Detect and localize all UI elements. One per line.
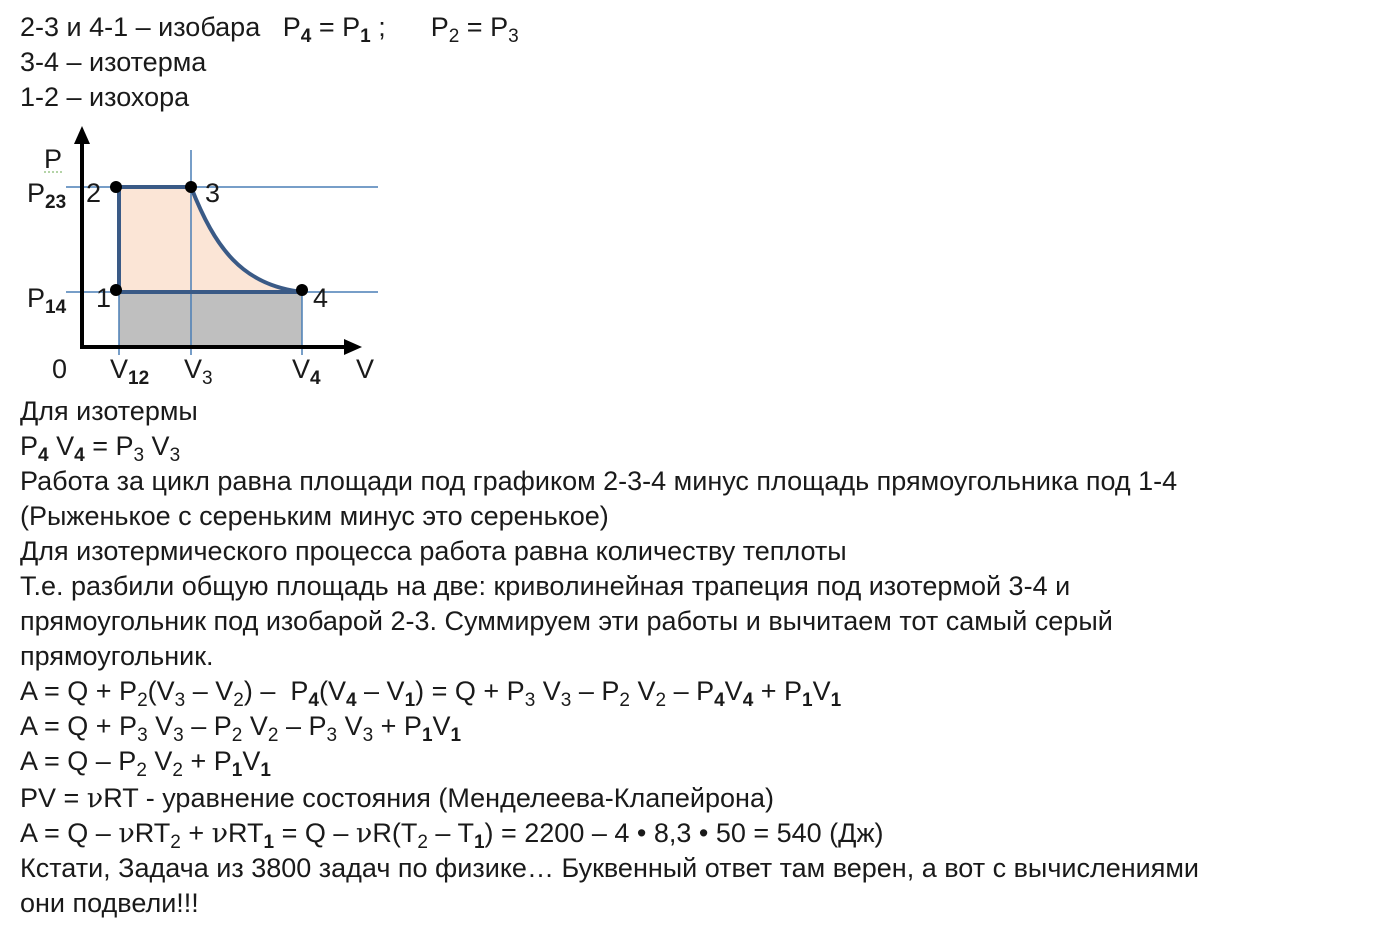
header-eq-p4-p1: $P_4 = P_1$ ; $P_2 = P_3$ xyxy=(282,12,519,47)
pv-diagram xyxy=(0,0,400,400)
point-2-dot xyxy=(110,181,122,193)
point-3-label: 3 xyxy=(205,178,221,208)
p14-label: $P_{14}$ xyxy=(27,283,67,318)
header-line-3: 1-2 – изохора xyxy=(20,82,190,112)
axis-p-arrow-icon xyxy=(74,126,90,144)
v12-label: $V_{12}$ xyxy=(110,354,150,389)
body-line-3: Работа за цикл равна площади под графиком 2-3-4 минус площадь прямоугольника под 1-4 xyxy=(20,466,1178,496)
v4-label: $V_4$ xyxy=(292,354,321,389)
point-4-label: 4 xyxy=(313,283,329,313)
body-line-5: Для изотермического процесса работа равна количеству теплоты xyxy=(20,536,847,566)
body-line-7: прямоугольник под изобарой 2-3. Суммируем эти работы и вычитаем тот самый серый xyxy=(20,606,1113,636)
formula-line-4: $A = Q - \nu RT_2 + \nu RT_1 = Q - \nu R(T_2 - T_1) = 2200 - 4$ • 8,3 • 50 = 540 (Дж) xyxy=(20,818,884,853)
work-area-gray xyxy=(119,292,302,347)
origin-label: 0 xyxy=(52,354,68,384)
body-line-1: Для изотермы xyxy=(20,396,198,426)
formula-line-1: $A = Q + P_2(V_3 - V_2) - P_4(V_4 - V_1) = Q + P_3$ $V_3 - P_2$ $V_2 - P_4V_4 + P_1V_1$ xyxy=(20,676,842,711)
point-1-label: 1 xyxy=(96,283,112,313)
body-line-6: Т.е. разбили общую площадь на две: криволинейная трапеция под изотермой 3-4 и xyxy=(20,571,1071,601)
formula-line-3: $A = Q - P_2$ $V_2 + P_1V_1$ xyxy=(20,746,271,781)
body-line-2: $P_4$ $V_4 = P_3$ $V_3$ xyxy=(20,431,181,466)
p23-label: $P_{23}$ xyxy=(27,178,67,213)
axis-v-arrow-icon xyxy=(344,339,362,355)
v3-label: $V_3$ xyxy=(184,354,213,389)
point-1-dot xyxy=(110,284,122,296)
body-line-8: прямоугольник. xyxy=(20,641,214,671)
axis-p-label: P xyxy=(44,144,63,174)
body-line-14: Кстати, Задача из 3800 задач по физике… Буквенный ответ там верен, а вот с вычислениями xyxy=(20,853,1199,883)
point-2-label: 2 xyxy=(86,178,102,208)
body-line-15: они подвели!!! xyxy=(20,888,199,918)
point-3-dot xyxy=(185,181,197,193)
header-line-2: 3-4 – изотерма xyxy=(20,47,207,77)
header-text-isobar: 2-3 и 4-1 – изобара xyxy=(20,12,261,42)
axis-v-label: V xyxy=(356,354,375,384)
formula-line-2: $A = Q + P_3$ $V_3 - P_2$ $V_2 - P_3$ $V_3 + P_1V_1$ xyxy=(20,711,462,746)
body-line-4: (Рыженькое с сереньким минус это серенькое) xyxy=(20,501,609,531)
state-equation-line: PV = νRT - уравнение состояния (Менделеева-Клапейрона) xyxy=(20,783,774,814)
point-4-dot xyxy=(296,284,308,296)
